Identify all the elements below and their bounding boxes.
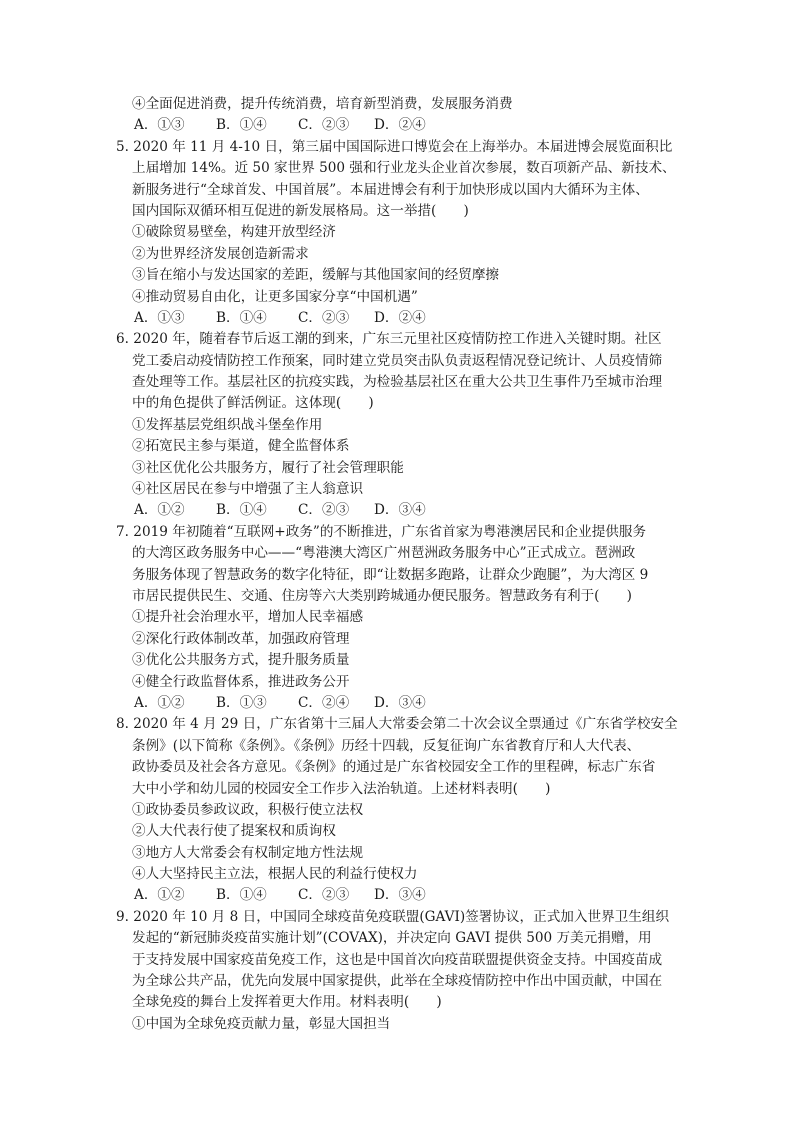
q8-stem-line-4: 大中小学和幼儿园的校园安全工作步入法治轨道。上述材料表明( ): [132, 780, 551, 797]
q6-option-b[interactable]: B．①④: [216, 502, 267, 519]
q5-stem-line-4: 国内国际双循环相互促进的新发展格局。这一举措( ): [132, 202, 469, 219]
q6-option-a[interactable]: A．①②: [134, 502, 185, 519]
q7-stem-line-2: 的大湾区政务服务中心——“粤港澳大湾区广州琶洲政务服务中心”正式成立。琶洲政: [132, 545, 636, 562]
q8-stem-line-3: 政协委员及社会各方意见。《条例》的通过是广东省校园安全工作的里程碑，标志广东省: [132, 759, 656, 776]
q6-option-c[interactable]: C．②③: [298, 502, 350, 519]
q5-item-3: ③旨在缩小与发达国家的差距，缓解与其他国家间的经贸摩擦: [132, 267, 500, 284]
q4-option-b[interactable]: B．①④: [216, 117, 267, 134]
q6-stem-line-2: 党工委启动疫情防控工作预案，同时建立党员突击队负责返程情况登记统计、人员疫情筛: [132, 352, 663, 369]
q6-item-4: ④社区居民在参与中增强了主人翁意识: [132, 481, 364, 498]
q9-stem-line-3: 于支持发展中国家疫苗免疫工作，这也是中国首次向疫苗联盟提供资金支持。中国疫苗成: [132, 951, 663, 968]
q5-stem-line-3: 新服务进行“全球首发、中国首展”。本届进博会有利于加快形成以国内大循环为主体、: [132, 181, 649, 198]
q7-item-2: ②深化行政体制改革，加强政府管理: [132, 630, 350, 647]
q7-item-4: ④健全行政监督体系，推进政务公开: [132, 673, 350, 690]
q4-item-4: ④全面促进消费，提升传统消费，培育新型消费，发展服务消费: [132, 96, 513, 112]
q6-stem-line-4: 中的角色提供了鲜活例证。这体现( ): [132, 395, 374, 412]
q7-option-c[interactable]: C．②④: [298, 694, 350, 711]
q6-item-1: ①发挥基层党组织战斗堡垒作用: [132, 416, 323, 433]
q8-option-b[interactable]: B．①④: [216, 887, 267, 904]
q5-stem-line-1: 5. 2020 年 11 月 4-10 日，第三届中国国际进口博览会在上海举办。本届进博会展览面积比: [116, 138, 673, 155]
q7-option-a[interactable]: A．①②: [134, 694, 185, 711]
q8-item-3: ③地方人大常委会有权制定地方性法规: [132, 844, 364, 861]
q4-option-d[interactable]: D．②④: [374, 117, 426, 134]
question-content: [116, 94, 684, 1035]
q6-stem-line-3: 查处理等工作。基层社区的抗疫实践，为检验基层社区在重大公共卫生事件乃至城市治理: [132, 374, 663, 391]
q8-item-2: ②人大代表行使了提案权和质询权: [132, 823, 336, 840]
q7-item-3: ③优化公共服务方式，提升服务质量: [132, 652, 350, 669]
q9-stem-line-5: 全球免疫的舞台上发挥着更大作用。材料表明( ): [132, 994, 442, 1011]
q8-stem-line-1: 8. 2020 年 4 月 29 日，广东省第十三届人大常委会第二十次会议全票通过《广东省学校安全: [116, 716, 678, 733]
q6-item-2: ②拓宽民主参与渠道，健全监督体系: [132, 438, 350, 455]
q8-option-d[interactable]: D．③④: [374, 887, 426, 904]
q7-stem-line-3: 务服务体现了智慧政务的数字化特征，即“让数据多跑路，让群众少跑腿”，为大湾区 9: [132, 566, 649, 583]
q7-option-b[interactable]: B．①③: [216, 694, 267, 711]
q9-item-1: ①中国为全球免疫贡献力量，彰显大国担当: [132, 1015, 391, 1032]
q9-stem-line-1: 9. 2020 年 10 月 8 日，中国同全球疫苗免疫联盟(GAVI)签署协议，正式加入世界卫生组织: [116, 908, 670, 925]
q6-options: [116, 500, 684, 521]
q8-option-c[interactable]: C．②③: [298, 887, 350, 904]
q5-stem-line-2: 上届增加 14%。近 50 家世界 500 强和行业龙头企业首次参展，数百项新产品、新技术、: [132, 160, 676, 177]
q6-item-3: ③社区优化公共服务方，履行了社会管理职能: [132, 459, 404, 476]
q6-option-d[interactable]: D．③④: [374, 502, 426, 519]
q8-options: [116, 885, 684, 906]
q5-item-2: ②为世界经济发展创造新需求: [132, 245, 309, 262]
q7-stem-line-1: 7. 2019 年初随着“互联网+政务”的不断推进，广东省首家为粤港澳居民和企业提供服务: [116, 523, 647, 540]
q9-stem-line-2: 发起的“新冠肺炎疫苗实施计划”(COVAX)，并决定向 GAVI 提供 500 万美元捐赠，用: [132, 930, 652, 947]
q5-option-b[interactable]: B．①④: [216, 309, 267, 326]
q5-option-a[interactable]: A．①③: [134, 309, 185, 326]
q7-item-1: ①提升社会治理水平，增加人民幸福感: [132, 609, 364, 626]
q8-option-a[interactable]: A．①②: [134, 887, 185, 904]
q8-item-4: ④人大坚持民主立法，根据人民的利益行使权力: [132, 866, 418, 883]
q5-option-c[interactable]: C．②③: [298, 309, 350, 326]
q4-option-a[interactable]: A．①③: [134, 117, 185, 134]
q5-option-d[interactable]: D．②④: [374, 309, 426, 326]
q7-options: [116, 693, 684, 714]
q6-stem-line-1: 6. 2020 年，随着春节后返工潮的到来，广东三元里社区疫情防控工作进入关键时期。社区: [116, 331, 662, 348]
q5-item-1: ①破除贸易壁垒，构建开放型经济: [132, 224, 336, 241]
q8-item-1: ①政协委员参政议政，积极行使立法权: [132, 801, 364, 818]
q7-option-d[interactable]: D．③④: [374, 694, 426, 711]
q4-option-c[interactable]: C．②③: [298, 117, 350, 134]
q7-stem-line-4: 市居民提供民生、交通、住房等六大类别跨城通办便民服务。智慧政务有利于( ): [132, 587, 632, 604]
q5-options: [116, 308, 684, 329]
q8-stem-line-2: 条例》(以下简称《条例》。《条例》历经十四载，反复征询广东省教育厅和人大代表、: [132, 737, 641, 754]
q5-item-4: ④推动贸易自由化，让更多国家分享“中国机遇”: [132, 288, 418, 305]
q4-options: [116, 115, 684, 136]
q9-stem-line-4: 为全球公共产品，优先向发展中国家提供，此举在全球疫情防控中作出中国贡献，中国在: [132, 973, 663, 990]
